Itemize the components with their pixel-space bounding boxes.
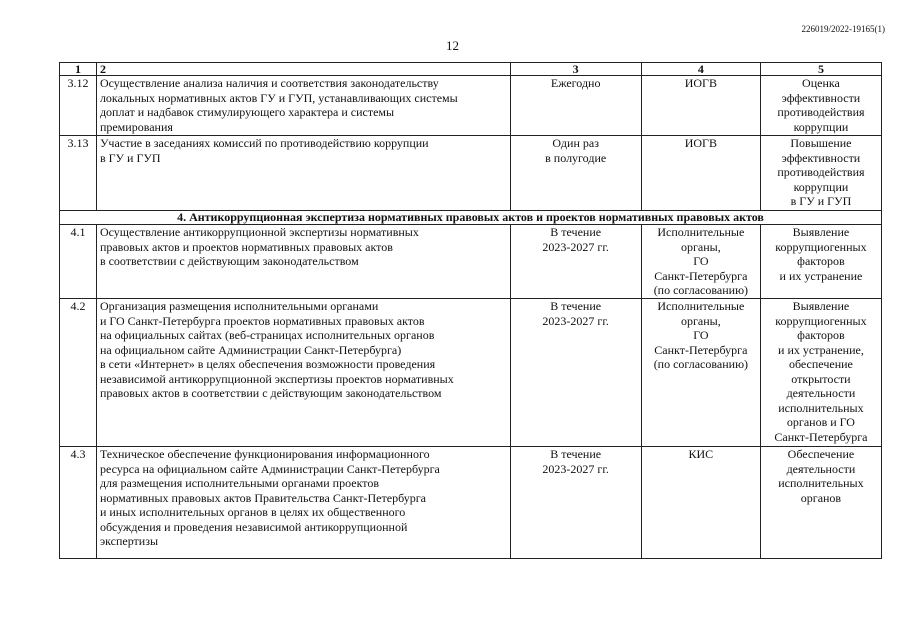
measure-description (96, 447, 510, 559)
measure-description-line: премирования (99, 119, 173, 134)
measure-description-line: Участие в заседаниях комиссий по противодействию коррупции (99, 136, 429, 150)
item-number: 4.2 (60, 299, 97, 447)
executor-line: ИОГВ (684, 76, 717, 90)
measure-description (96, 76, 510, 136)
deadline-line: Один раз (552, 136, 599, 150)
measure-description-line: для размещения исполнительными органами проектов (99, 476, 380, 490)
deadline-line: 2023-2027 гг. (542, 313, 609, 328)
executor (641, 136, 760, 211)
measure-description-line: нормативных правовых актов Правительства Санкт-Петербурга (99, 490, 426, 505)
expected-result-line: Обеспечение (787, 447, 855, 461)
executor (641, 299, 760, 447)
expected-result-line: и их устранение, (778, 342, 864, 357)
section-4-title: 4. Антикоррупционная экспертиза нормативных правовых актов и проектов нормативных правовых актов (60, 211, 882, 225)
column-header-3: 3 (510, 63, 641, 76)
expected-result-line: Санкт-Петербурга (774, 429, 868, 444)
table-row (60, 76, 882, 136)
deadline-line: 2023-2027 гг. (542, 239, 609, 254)
executor-line: КИС (688, 447, 714, 461)
expected-result-line: противодействия (777, 165, 865, 179)
deadline-line: 2023-2027 гг. (542, 461, 609, 476)
column-header-5: 5 (760, 63, 881, 76)
deadline (510, 76, 641, 136)
measure-description-line: доплат и надбавок стимулирующего характера и системы (99, 105, 395, 119)
measure-description (96, 136, 510, 211)
deadline (510, 299, 641, 447)
measure-description-line: в соответствии с действующим законодательством (99, 254, 359, 268)
measure-description-line: на официальном сайте Администрации Санкт-Петербурга) (99, 342, 402, 357)
executor-line: Санкт-Петербурга (654, 268, 748, 283)
executor-line: ГО (693, 328, 709, 342)
item-number: 3.13 (60, 136, 97, 211)
expected-result-line: эффективности (781, 150, 861, 165)
expected-result-line: и их устранение (779, 268, 863, 283)
measure-description-line: Организация размещения исполнительными органами (99, 299, 379, 313)
measure-description-line: ресурса на официальном сайте Администрации Санкт-Петербурга (99, 461, 440, 476)
expected-result-line: исполнительных (778, 400, 864, 415)
expected-result-line: органов (800, 490, 842, 505)
expected-result-line: факторов (797, 254, 845, 268)
executor (641, 447, 760, 559)
measure-description-line: в ГУ и ГУП (99, 150, 161, 165)
executor-line: (по согласованию) (653, 283, 749, 297)
expected-result-line: коррупции (793, 119, 849, 134)
item-number: 4.3 (60, 447, 97, 559)
expected-result (760, 136, 881, 211)
executor (641, 225, 760, 299)
executor-line: органы, (680, 313, 721, 328)
measure-description-line: правовых актов и проектов нормативных правовых актов (99, 239, 393, 254)
expected-result-line: деятельности (786, 386, 856, 400)
expected-result-line: эффективности (781, 90, 861, 105)
deadline-line: В течение (550, 299, 602, 313)
expected-result-line: обеспечение (788, 357, 853, 371)
table-row (60, 136, 882, 211)
table-row (60, 225, 882, 299)
deadline (510, 447, 641, 559)
expected-result-line: Оценка (802, 76, 840, 90)
expected-result-line: коррупции (793, 179, 849, 194)
expected-result-line: Выявление (792, 299, 850, 313)
measure-description-line: и ГО Санкт-Петербурга проектов нормативных правовых актов (99, 313, 425, 328)
executor (641, 76, 760, 136)
deadline-line: В течение (550, 447, 602, 461)
page-number: 12 (446, 38, 459, 53)
executor-line: ГО (693, 254, 709, 268)
measure-description-line: экспертизы (99, 534, 159, 548)
deadline (510, 225, 641, 299)
expected-result-line: исполнительных (778, 476, 864, 490)
column-number-row (60, 63, 882, 76)
executor-line: (по согласованию) (653, 357, 749, 371)
measure-description-line: Осуществление анализа наличия и соответствия законодательству (99, 76, 439, 90)
executor-line: Исполнительные (657, 225, 745, 239)
column-header-4: 4 (641, 63, 760, 76)
column-header-1: 1 (60, 63, 97, 76)
deadline-line: в полугодие (545, 150, 607, 165)
measure-description-line: локальных нормативных актов ГУ и ГУП, устанавливающих системы (99, 90, 458, 105)
measure-description-line: обсуждения и проведения независимой антикоррупционной (99, 519, 408, 534)
executor-line: Санкт-Петербурга (654, 342, 748, 357)
measure-description-line: Осуществление антикоррупционной экспертизы нормативных (99, 225, 419, 239)
measure-description (96, 299, 510, 447)
expected-result-line: коррупциогенных (775, 313, 867, 328)
expected-result-line: в ГУ и ГУП (790, 194, 852, 208)
item-number: 3.12 (60, 76, 97, 136)
measure-description-line: в сети «Интернет» в целях обеспечения возможности проведения (99, 357, 436, 371)
section-heading-row (60, 211, 882, 225)
document-registration-number: 226019/2022-19165(1) (801, 24, 885, 34)
table-row (60, 447, 882, 559)
table-row (60, 299, 882, 447)
executor-line: ИОГВ (684, 136, 717, 150)
column-header-2: 2 (96, 63, 510, 76)
expected-result-line: факторов (797, 328, 845, 342)
expected-result (760, 225, 881, 299)
expected-result (760, 299, 881, 447)
executor-line: Исполнительные (657, 299, 745, 313)
deadline-line: Ежегодно (550, 76, 601, 90)
expected-result-line: коррупциогенных (775, 239, 867, 254)
expected-result-line: Выявление (792, 225, 850, 239)
measure-description-line: на официальных сайтах (веб-страницах исполнительных органов (99, 328, 435, 342)
deadline-line: В течение (550, 225, 602, 239)
executor-line: органы, (680, 239, 721, 254)
expected-result-line: открытости (791, 371, 851, 386)
measure-description-line: Техническое обеспечение функционирования информационного (99, 447, 430, 461)
deadline (510, 136, 641, 211)
item-number: 4.1 (60, 225, 97, 299)
measure-description-line: независимой антикоррупционной экспертизы проектов нормативных (99, 371, 454, 386)
measures-table (59, 62, 882, 559)
expected-result-line: противодействия (777, 105, 865, 119)
measure-description-line: и иных исполнительных органов в целях их общественного (99, 505, 406, 519)
expected-result-line: органов и ГО (786, 415, 855, 429)
expected-result-line: Повышение (790, 136, 852, 150)
measure-description-line: правовых актов в соответствии с действующим законодательством (99, 386, 442, 400)
expected-result-line: деятельности (786, 461, 856, 476)
expected-result (760, 447, 881, 559)
measure-description (96, 225, 510, 299)
expected-result (760, 76, 881, 136)
